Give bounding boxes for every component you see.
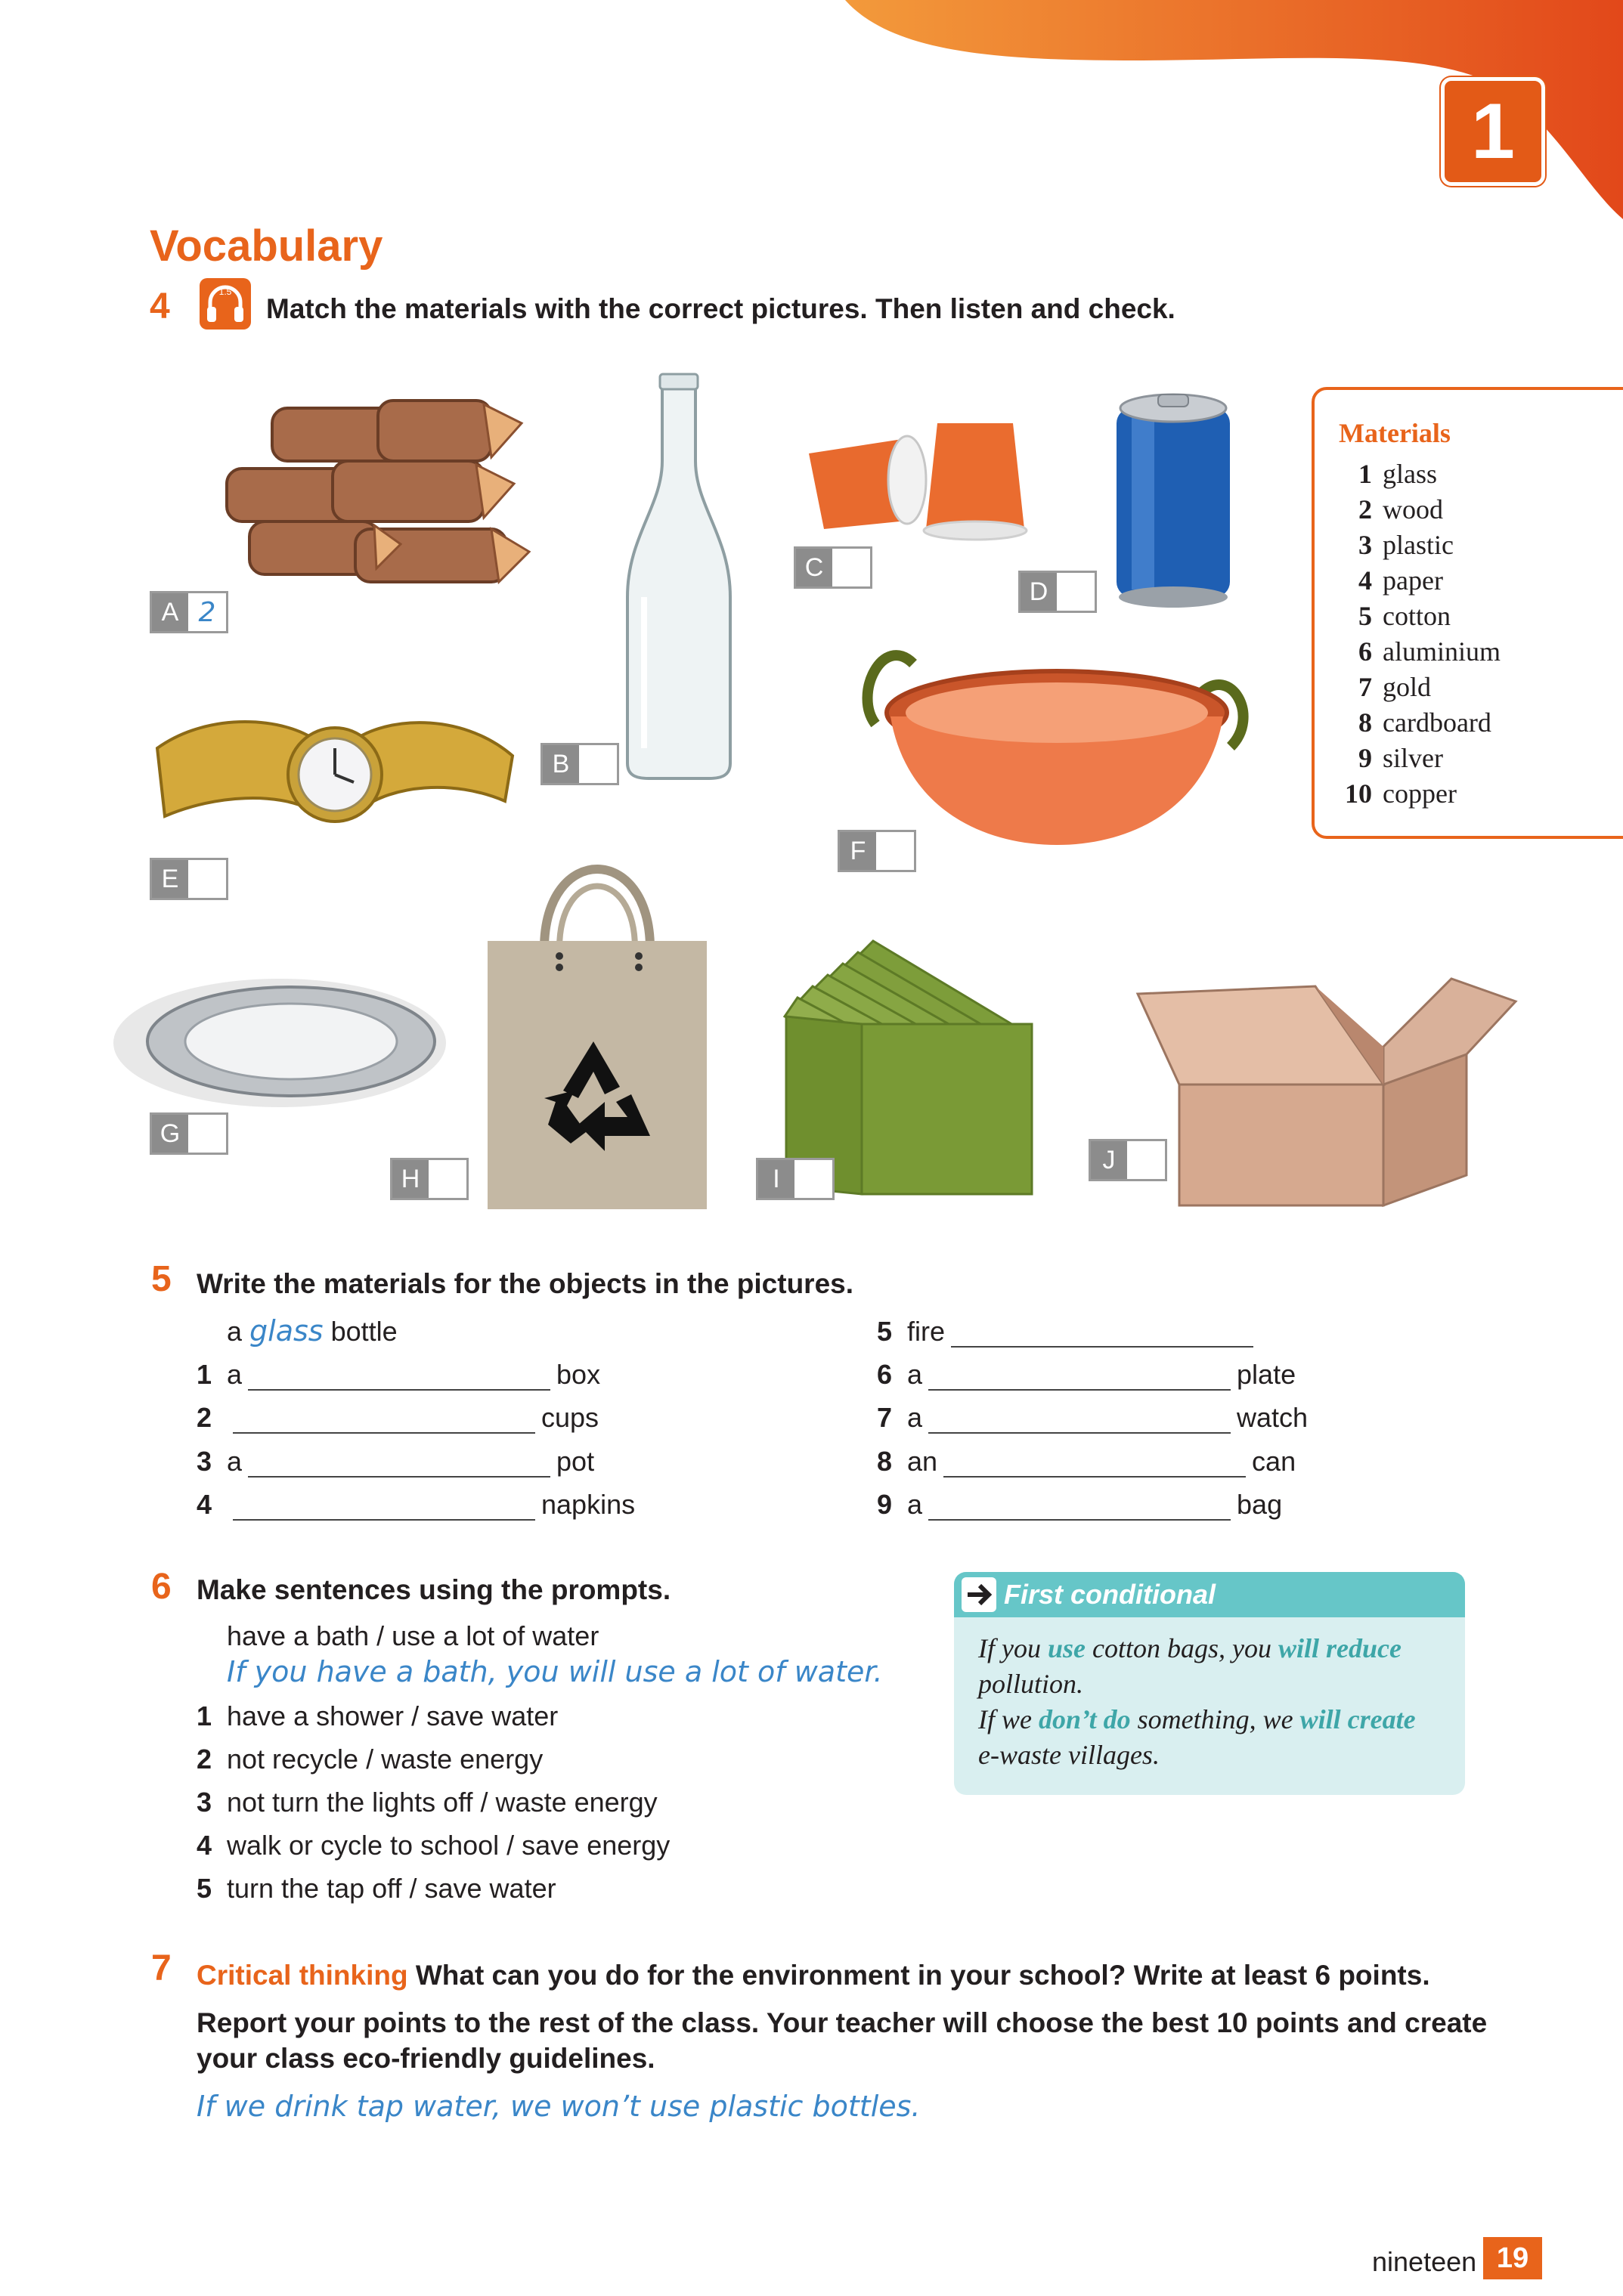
- picture-label-h: [390, 1158, 469, 1200]
- list-item: 10 copper: [1345, 778, 1457, 809]
- exercise-5-item-6: 6 a plate: [877, 1359, 1296, 1390]
- answer-box-g[interactable]: [188, 1115, 226, 1153]
- exercise-5-item-3: 3 a pot: [197, 1446, 595, 1477]
- page-number-word: nineteen: [1372, 2246, 1477, 2277]
- exercise-5-example: a glass bottle: [227, 1314, 398, 1348]
- unit-badge: 1: [1441, 77, 1545, 186]
- answer-box-b[interactable]: [579, 745, 617, 783]
- silver-plate-picture: [106, 967, 454, 1119]
- exercise-5-item-8: 8 an can: [877, 1446, 1296, 1477]
- drink-can-picture: [1105, 378, 1241, 612]
- exercise-5-item-9: 9 a bag: [877, 1489, 1283, 1520]
- headphones-audio-icon[interactable]: [198, 277, 252, 331]
- exercise-6-number: 6: [151, 1567, 172, 1607]
- exercise-6-item-5: 5 turn the tap off / save water: [197, 1873, 556, 1904]
- exercise-5-instruction: Write the materials for the objects in the pictures.: [197, 1268, 854, 1299]
- exercise-6-item-4: 4 walk or cycle to school / save energy: [197, 1830, 671, 1861]
- exercise-5-item-4: 4 napkins: [197, 1489, 636, 1520]
- cotton-bag-picture: [484, 835, 711, 1213]
- glass-bottle-picture: [618, 370, 739, 782]
- exercise-6-example-prompt: have a bath / use a lot of water: [227, 1620, 599, 1651]
- answer-box-j[interactable]: [1127, 1141, 1165, 1179]
- audio-track-number: 1.5: [218, 286, 232, 297]
- grammar-box-title: First conditional: [1004, 1579, 1216, 1610]
- exercise-7-question: Critical thinking What can you do for the environment in your school? Write at least 6 points.: [197, 1960, 1430, 1991]
- picture-label-c: [794, 546, 872, 589]
- list-item: 5 cotton: [1358, 601, 1451, 631]
- picture-label-d: [1018, 571, 1097, 613]
- exercise-5-item-5: 5 fire: [877, 1311, 1259, 1348]
- plastic-cups-picture: [794, 408, 1036, 552]
- answer-blank[interactable]: [233, 1402, 535, 1434]
- answer-box-f[interactable]: [876, 832, 914, 870]
- answer-blank[interactable]: [951, 1316, 1253, 1348]
- list-item: 2 wood: [1358, 494, 1443, 524]
- exercise-4-instruction: Match the materials with the correct pictures. Then listen and check.: [266, 293, 1175, 324]
- list-item: 3 plastic: [1358, 530, 1454, 560]
- exercise-4-number: 4: [150, 286, 170, 326]
- list-item: 7 gold: [1358, 672, 1432, 702]
- picture-label-a: [150, 591, 228, 633]
- exercise-5-item-2: 2 cups: [197, 1402, 599, 1433]
- exercise-6-item-1: 1 have a shower / save water: [197, 1700, 559, 1731]
- label-letter: C: [796, 549, 832, 586]
- copper-pot-picture: [853, 633, 1253, 852]
- label-letter: D: [1021, 573, 1057, 611]
- grammar-box-header: [954, 1572, 1465, 1617]
- answer-blank[interactable]: [233, 1489, 535, 1521]
- label-letter: F: [840, 832, 876, 870]
- exercise-7-instruction-line-3: your class eco-friendly guidelines.: [197, 2043, 655, 2074]
- exercise-5-item-1: 1 a box: [197, 1359, 601, 1390]
- answer-box-c[interactable]: [832, 549, 870, 586]
- label-letter: J: [1091, 1141, 1127, 1179]
- picture-label-j: [1089, 1139, 1167, 1181]
- page-number: 19: [1483, 2237, 1542, 2279]
- exercise-7-instruction-line-2: Report your points to the rest of the class. Your teacher will choose the best 10 points and create: [197, 2007, 1488, 2038]
- materials-list: [1315, 458, 1623, 813]
- grammar-example-2: If we don’t do something, we will create: [978, 1704, 1416, 1734]
- materials-box: [1312, 387, 1623, 839]
- critical-thinking-label: Critical thinking: [197, 1960, 408, 1991]
- materials-title: Materials: [1339, 418, 1451, 448]
- exercise-6-example-answer: If you have a bath, you will use a lot of water.: [227, 1655, 883, 1688]
- picture-label-g: [150, 1112, 228, 1155]
- answer-box-i[interactable]: [794, 1160, 832, 1198]
- list-item: 6 aluminium: [1358, 636, 1501, 667]
- exercise-7-number: 7: [151, 1948, 172, 1988]
- answer-blank[interactable]: [248, 1359, 550, 1391]
- exercise-6-item-3: 3 not turn the lights off / waste energy: [197, 1787, 658, 1818]
- list-item: 9 silver: [1358, 743, 1443, 773]
- picture-label-i: [756, 1158, 835, 1200]
- answer-blank[interactable]: [928, 1402, 1231, 1434]
- label-letter: H: [392, 1160, 429, 1198]
- label-letter: I: [758, 1160, 794, 1198]
- answer-blank[interactable]: [928, 1489, 1231, 1521]
- picture-label-e: [150, 858, 228, 900]
- grammar-example-1: If you use cotton bags, you will reduce: [978, 1633, 1402, 1663]
- exercise-5-number: 5: [151, 1259, 172, 1299]
- exercise-6-item-2: 2 not recycle / waste energy: [197, 1744, 544, 1775]
- gold-watch-picture: [150, 688, 520, 862]
- answer-box-a[interactable]: 2: [198, 596, 216, 628]
- answer-box-e[interactable]: [188, 860, 226, 898]
- answer-blank[interactable]: [928, 1359, 1231, 1391]
- list-item: 1 glass: [1358, 459, 1437, 489]
- list-item: 4 paper: [1358, 565, 1443, 596]
- cardboard-box-picture: [1134, 971, 1527, 1213]
- first-conditional-box: [954, 1572, 1465, 1795]
- answer-box-d[interactable]: [1057, 573, 1095, 611]
- label-letter: G: [152, 1115, 188, 1153]
- answer-box-h[interactable]: [429, 1160, 466, 1198]
- logs-picture: [204, 370, 559, 620]
- arrow-right-icon: [954, 1572, 1004, 1617]
- exercise-5-item-7: 7 a watch: [877, 1402, 1309, 1433]
- example-answer: glass: [249, 1314, 324, 1348]
- picture-label-f: [838, 830, 916, 872]
- list-item: 8 cardboard: [1358, 707, 1491, 738]
- label-letter: E: [152, 860, 188, 898]
- header-wave-decoration: [0, 0, 1623, 227]
- section-title: Vocabulary: [150, 221, 383, 271]
- picture-label-b: [540, 743, 619, 785]
- exercise-6-instruction: Make sentences using the prompts.: [197, 1574, 671, 1605]
- label-letter: A: [152, 593, 188, 631]
- answer-blank[interactable]: [943, 1446, 1246, 1478]
- label-letter: B: [543, 745, 579, 783]
- answer-blank[interactable]: [248, 1446, 550, 1478]
- grammar-examples: If you use cotton bags, you will reduce pollution. If we don’t do something, we will create e-waste villages.: [978, 1631, 1465, 1773]
- exercise-7-example: If we drink tap water, we won’t use plastic bottles.: [197, 2090, 921, 2123]
